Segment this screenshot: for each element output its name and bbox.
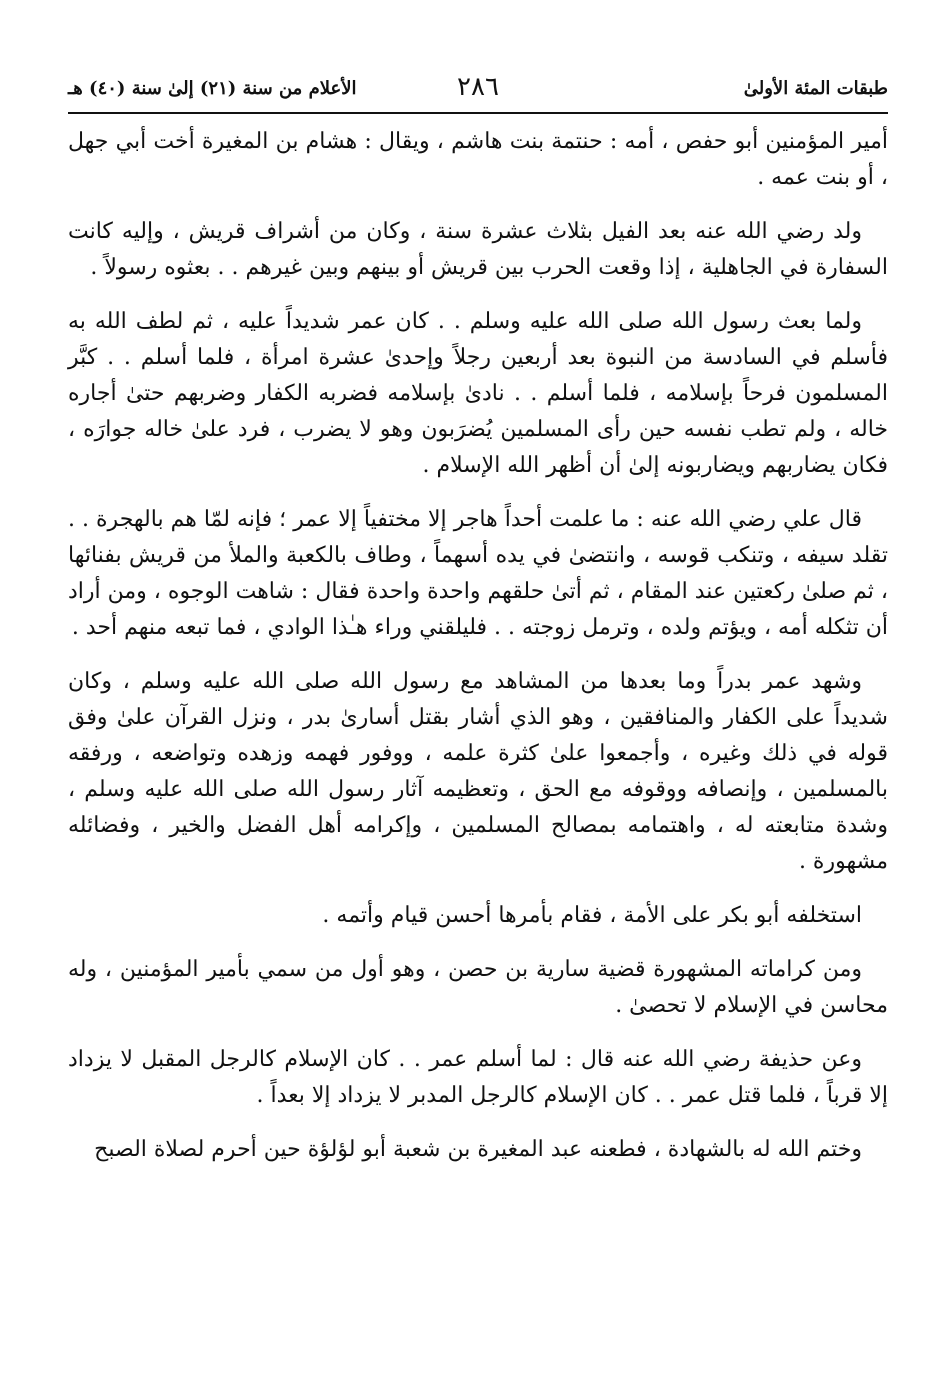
paragraph-1: أمير المؤمنين أبو حفص ، أمه : حنتمة بنت هاشم ، ويقال : هشام بن المغيرة أخت أبي جهل ، أو بنت عمه .	[68, 129, 888, 190]
paragraph-3: ولما بعث رسول الله صلى الله عليه وسلم . . كان عمر شديداً عليه ، ثم لطف الله به فأسلم في السادسة من النبوة بعد أربعين رجلاً وإحدىٰ عشرة امرأة ، فلما أسلم . . كبَّر المسلمون فرحاً بإسلامه ، فلما أسلم . . نادىٰ بإسلامه فضربه الكفار وضربهم حتىٰ أجاره خاله ، ولم تطب نفسه حين رأى المسلمين يُضرَبون وهو لا يضرب ، فرد علىٰ خاله جوارَه ، فكان يضاربهم ويضاربونه إلىٰ أن أظهر الله الإسلام .	[68, 309, 888, 478]
page-number: ٢٨٦	[457, 72, 499, 102]
running-header	[68, 70, 888, 114]
book-page	[68, 70, 888, 1186]
section-title: الأعلام من سنة (٢١) إلىٰ سنة (٤٠) هـ	[68, 78, 357, 99]
paragraph-5: وشهد عمر بدراً وما بعدها من المشاهد مع رسول الله صلى الله عليه وسلم ، وكان شديداً على الكفار والمنافقين ، وهو الذي أشار بقتل أسارىٰ بدر ، ونزل القرآن علىٰ وفق قوله في ذلك وغيره ، وأجمعوا علىٰ كثرة علمه ، ووفور فهمه وزهده وتواضعه ، ورفقه بالمسلمين ، وإنصافه ووقوفه مع الحق ، وتعظيمه آثار رسول الله صلى الله عليه وسلم ، وشدة متابعته له ، واهتمامه بمصالح المسلمين ، وإكرامه أهل الفضل والخير ، وفضائله مشهورة .	[68, 669, 888, 874]
paragraph-2: ولد رضي الله عنه بعد الفيل بثلاث عشرة سنة ، وكان من أشراف قريش ، وإليه كانت السفارة في الجاهلية ، إذا وقعت الحرب بين قريش أو بينهم وبين غيرهم . . بعثوه رسولاً .	[68, 219, 888, 280]
body-text	[68, 124, 888, 1168]
book-title: طبقات المئة الأولىٰ	[743, 78, 888, 99]
paragraph-4: قال علي رضي الله عنه : ما علمت أحداً هاجر إلا مختفياً إلا عمر ؛ فإنه لمّا هم بالهجرة . . تقلد سيفه ، وتنكب قوسه ، وانتضىٰ في يده أسهماً ، وطاف بالكعبة والملأ من قريش بفنائها ، ثم صلىٰ ركعتين عند المقام ، ثم أتىٰ حلقهم واحدة واحدة فقال : شاهت الوجوه ، ومن أراد أن تثكله أمه ، ويؤتم ولده ، وترمل زوجته . . فليلقني وراء هـٰذا الوادي ، فما تبعه منهم أحد .	[68, 507, 888, 640]
paragraph-7: ومن كراماته المشهورة قضية سارية بن حصن ، وهو أول من سمي بأمير المؤمنين ، وله محاسن في الإسلام لا تحصىٰ .	[68, 957, 888, 1018]
paragraph-8: وعن حذيفة رضي الله عنه قال : لما أسلم عمر . . كان الإسلام كالرجل المقبل لا يزداد إلا قرباً ، فلما قتل عمر . . كان الإسلام كالرجل المدبر لا يزداد إلا بعداً .	[68, 1047, 888, 1108]
paragraph-9: وختم الله له بالشهادة ، فطعنه عبد المغيرة بن شعبة أبو لؤلؤة حين أحرم لصلاة الصبح	[94, 1137, 862, 1162]
paragraph-6: استخلفه أبو بكر على الأمة ، فقام بأمرها أحسن قيام وأتمه .	[322, 903, 862, 928]
